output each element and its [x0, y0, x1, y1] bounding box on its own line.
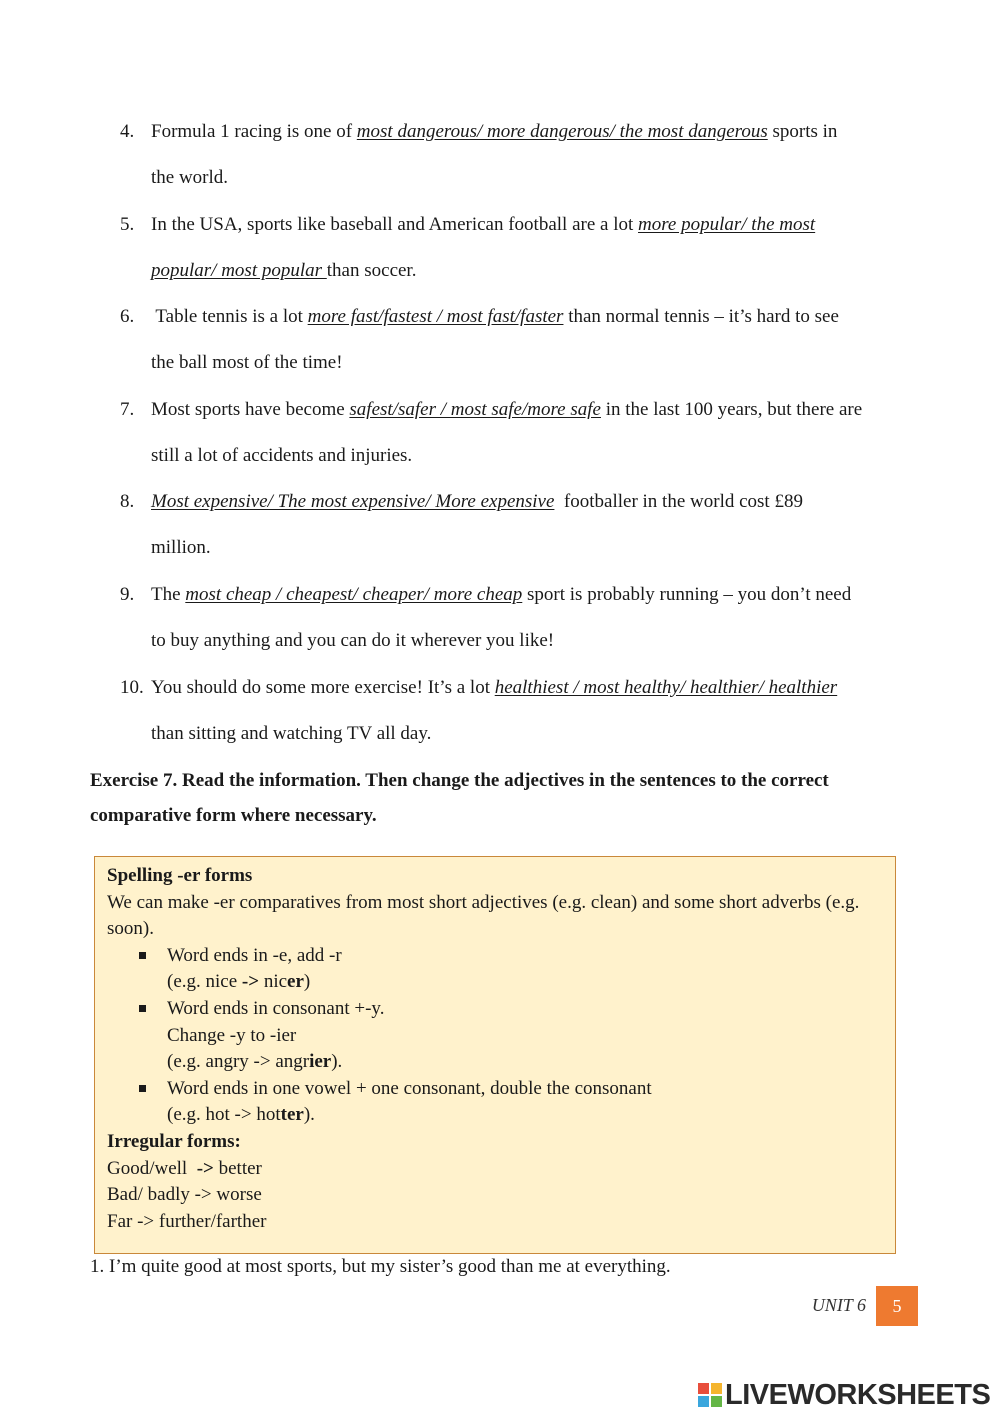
answer-options: safest/safer / most safe/more safe	[349, 399, 601, 420]
question-line-2	[151, 445, 412, 467]
example-text: ).	[303, 1104, 315, 1126]
rule-example	[107, 969, 883, 996]
example-text: nic	[259, 971, 288, 993]
example-suffix: ter	[280, 1104, 304, 1126]
answer-options: most dangerous/ more dangerous/ the most dangerous	[356, 121, 768, 142]
irregular-arrow: ->	[196, 1157, 214, 1179]
exercise-7-title	[90, 770, 910, 827]
logo-square	[698, 1383, 709, 1394]
unit-label: UNIT 6	[811, 1295, 866, 1315]
example-text: ).	[331, 1051, 343, 1073]
question-text: sports in	[767, 121, 838, 142]
question-text: the ball most of the time!	[151, 352, 343, 373]
exercise-7-sentence-1: 1. I’m quite good at most sports, but my sister’s good than me at everything.	[90, 1256, 671, 1277]
rule-text: Word ends in one vowel + one consonant, double the consonant	[167, 1077, 652, 1099]
question-number: 5.	[120, 214, 135, 235]
question-text: million.	[151, 537, 211, 558]
page-number: 5	[876, 1286, 918, 1326]
example-text: (e.g. nice	[167, 971, 242, 993]
question-text: than soccer.	[326, 260, 417, 281]
rule-example	[107, 1049, 883, 1076]
question-number: 4.	[120, 121, 135, 142]
question-text: footballer in the world cost £89	[554, 491, 803, 512]
bullet-square-icon	[139, 1005, 146, 1012]
question-line-2	[151, 723, 431, 745]
question-text: in the last 100 years, but there are	[600, 399, 863, 420]
question-text: In the USA, sports like baseball and American football are a lot	[151, 214, 639, 235]
question-line-1	[151, 677, 837, 699]
exercise-7-title-line-1: Exercise 7. Read the information. Then change the adjectives in the sentences to the correct	[90, 770, 829, 791]
question-text: You should do some more exercise! It’s a lot	[151, 677, 495, 698]
question-text: than sitting and watching TV all day.	[151, 723, 432, 744]
answer-options: Most expensive/ The most expensive/ More expensive	[151, 491, 555, 512]
irregular-text: better	[213, 1157, 262, 1179]
irregular-text: Good/well	[107, 1157, 197, 1179]
question-text: sport is probably running – you don’t need	[522, 584, 852, 605]
question-line-2	[151, 630, 554, 652]
rules-intro: We can make -er comparatives from most short adjectives (e.g. clean) and some short adverbs (e.g. soon).	[107, 891, 860, 940]
bullet-square-icon	[139, 1085, 146, 1092]
answer-options: popular/ most popular	[151, 260, 327, 281]
answer-options: more popular/ the most	[638, 214, 816, 235]
spelling-rules-box	[94, 856, 896, 1254]
question-line-2	[151, 167, 228, 189]
answer-options: healthiest / most healthy/ healthier/ healthier	[494, 677, 838, 698]
irregular-form: Far -> further/farther	[107, 1210, 267, 1232]
bullet-square-icon	[139, 952, 146, 959]
question-text: Table tennis is a lot	[151, 306, 308, 327]
question-line-1	[151, 491, 803, 513]
question-text: Formula 1 racing is one of	[151, 121, 357, 142]
question-number: 8.	[120, 491, 135, 512]
example-suffix: er	[287, 971, 304, 993]
logo-square	[711, 1383, 722, 1394]
liveworksheets-logo-icon	[698, 1383, 722, 1407]
logo-square	[698, 1396, 709, 1407]
rule-example	[107, 1102, 883, 1129]
question-number: 7.	[120, 399, 135, 420]
answer-options: most cheap / cheapest/ cheaper/ more cheap	[185, 584, 523, 605]
question-text: than normal tennis – it’s hard to see	[563, 306, 839, 327]
irregular-heading: Irregular forms:	[107, 1130, 241, 1152]
exercise-7-title-line-2: comparative form where necessary.	[90, 805, 377, 826]
example-text: (e.g. angry -> angr	[167, 1051, 310, 1073]
question-line-2	[151, 352, 343, 374]
question-line-1	[151, 584, 851, 606]
question-text: to buy anything and you can do it wherever you like!	[151, 630, 555, 651]
rule-text-line-2: Change -y to -ier	[167, 1024, 297, 1046]
question-text: still a lot of accidents and injuries.	[151, 445, 413, 466]
rules-heading: Spelling -er forms	[107, 865, 253, 886]
logo-square	[711, 1396, 722, 1407]
rule-text: Word ends in -e, add -r	[167, 944, 342, 966]
brand-text: LIVEWORKSHEETS	[725, 1378, 991, 1411]
example-text: )	[303, 971, 311, 993]
question-number: 6.	[120, 306, 135, 327]
question-text: the world.	[151, 167, 229, 188]
irregular-form	[107, 1156, 883, 1183]
rule-item-e-ending	[107, 943, 883, 970]
question-text: The	[151, 584, 186, 605]
question-number: 9.	[120, 584, 135, 605]
answer-options: more fast/fastest / most fast/faster	[307, 306, 564, 327]
example-text: (e.g. hot -> hot	[167, 1104, 281, 1126]
example-arrow: ->	[241, 971, 260, 993]
example-suffix: ier	[309, 1051, 332, 1073]
question-line-1	[151, 214, 815, 236]
question-line-1	[151, 306, 839, 328]
question-line-2	[151, 260, 416, 282]
rule-text: Word ends in consonant +-y.	[167, 997, 385, 1019]
question-number: 10.	[120, 677, 144, 698]
question-text: Most sports have become	[151, 399, 350, 420]
liveworksheets-brand	[698, 1377, 990, 1413]
question-line-1	[151, 399, 862, 421]
question-line-2	[151, 537, 211, 559]
irregular-form: Bad/ badly -> worse	[107, 1184, 262, 1206]
rule-item-y-ending	[107, 996, 883, 1023]
rule-item-double-consonant	[107, 1076, 883, 1103]
question-line-1	[151, 121, 837, 143]
